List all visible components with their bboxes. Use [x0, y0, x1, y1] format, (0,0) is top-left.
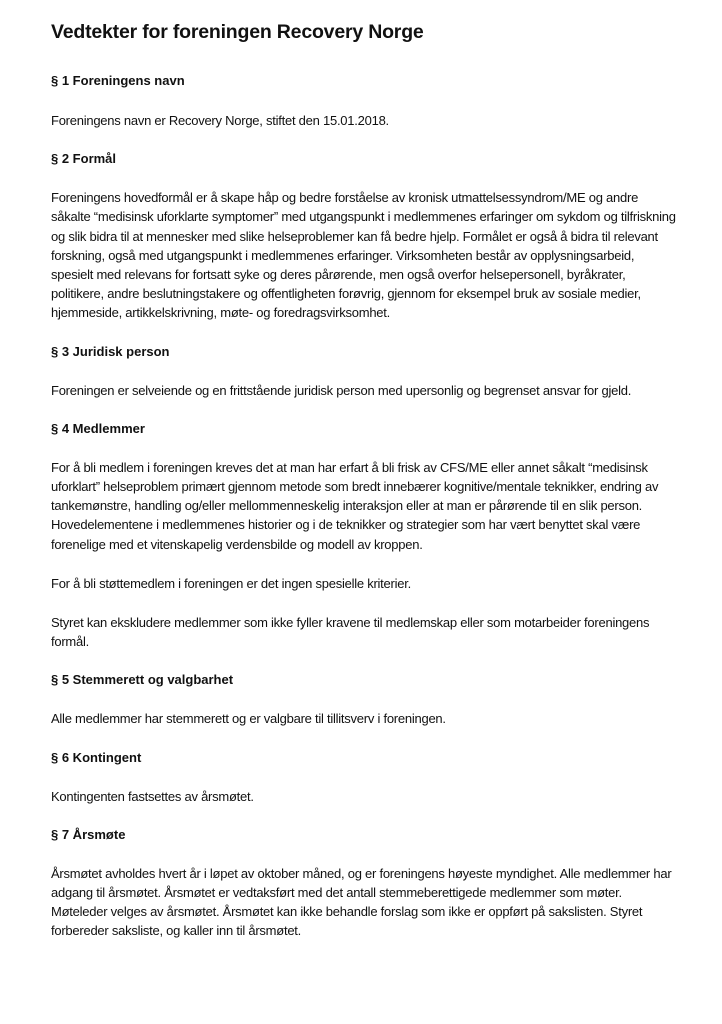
section-1-paragraph: Foreningens navn er Recovery Norge, stiftet den 15.01.2018. [51, 113, 389, 128]
section-heading-2: § 2 Formål [51, 151, 117, 167]
section-3-paragraph: Foreningen er selveiende og en frittstående juridisk person med upersonlig og begrenset ansvar for gjeld. [51, 382, 632, 398]
section-heading-4: § 4 Medlemmer [51, 420, 145, 436]
section-heading-7: § 7 Årsmøte [51, 826, 126, 842]
section-4-paragraph-3: Styret kan ekskludere medlemmer som ikke fyller kravene til medlemskap eller som motarbeider foreningens formål. [51, 615, 650, 650]
section-7-paragraph: Årsmøtet avholdes hvert år i løpet av oktober måned, og er foreningens høyeste myndighet. Alle medlemmer har adgang til årsmøtet. Årsmøtet er vedtaksført med det antall stemmeberettigede medlemmer som møter. Møteleder velges av årsmøtet. Årsmøtet kan ikke behandle forslag som ikke er oppført på sakslisten. Styret forbereder saksliste, og kaller inn til årsmøtet. [51, 865, 672, 939]
section-5-paragraph: Alle medlemmer har stemmerett og er valgbare til tillitsverv i foreningen. [51, 711, 446, 727]
section-4-paragraph-2: For å bli støttemedlem i foreningen er det ingen spesielle kriterier. [51, 575, 411, 591]
section-heading-5: § 5 Stemmerett og valgbarhet [51, 672, 234, 688]
section-2-paragraph: Foreningens hovedformål er å skape håp og bedre forståelse av kronisk utmattelsessyndrom/ME og andre såkalte “medisinsk uforklarte symptomer” med utgangspunkt i medlemmenes erfaringer om sykdom og tilfriskning og slik bidra til at mennesker med slike helseproblemer kan få bedre hjelp. Formålet er også å bidra til relevant forskning, også med utgangspunkt i medlemmenes erfaringer. Virksomheten består av opplysningsarbeid, spesielt med relevans for fortsatt syke og deres pårørende, men også overfor helsepersonell, byråkrater, politikere, andre beslutningstakere og offentligheten forøvrig, gjennom for eksempel bruk av sosiale medier, hjemmeside, artikkelskrivning, møte- og foredragsvirksomhet. [51, 190, 676, 321]
section-heading-3: § 3 Juridisk person [51, 343, 170, 359]
section-6-paragraph: Kontingenten fastsettes av årsmøtet. [51, 788, 254, 804]
document-title: Vedtekter for foreningen Recovery Norge [51, 21, 424, 43]
section-heading-1: § 1 Foreningens navn [51, 73, 185, 88]
document-page [51, 18, 676, 941]
section-heading-6: § 6 Kontingent [51, 749, 142, 765]
section-4-paragraph-1: For å bli medlem i foreningen kreves det at man har erfart å bli frisk av CFS/ME eller annet såkalt “medisinsk uforklart” helseproblem primært gjennom metode som bredt innebærer kognitive/mentale teknikker, endring av tankemønstre, handling og/eller mellommenneskelig interaksjon eller at man er pårørende til en slik person. Hovedelementene i medlemmenes historier og i de teknikker og strategier som har vært benyttet skal være forenelige med et vitenskapelig verdensbilde og modell av kroppen. [51, 459, 659, 552]
